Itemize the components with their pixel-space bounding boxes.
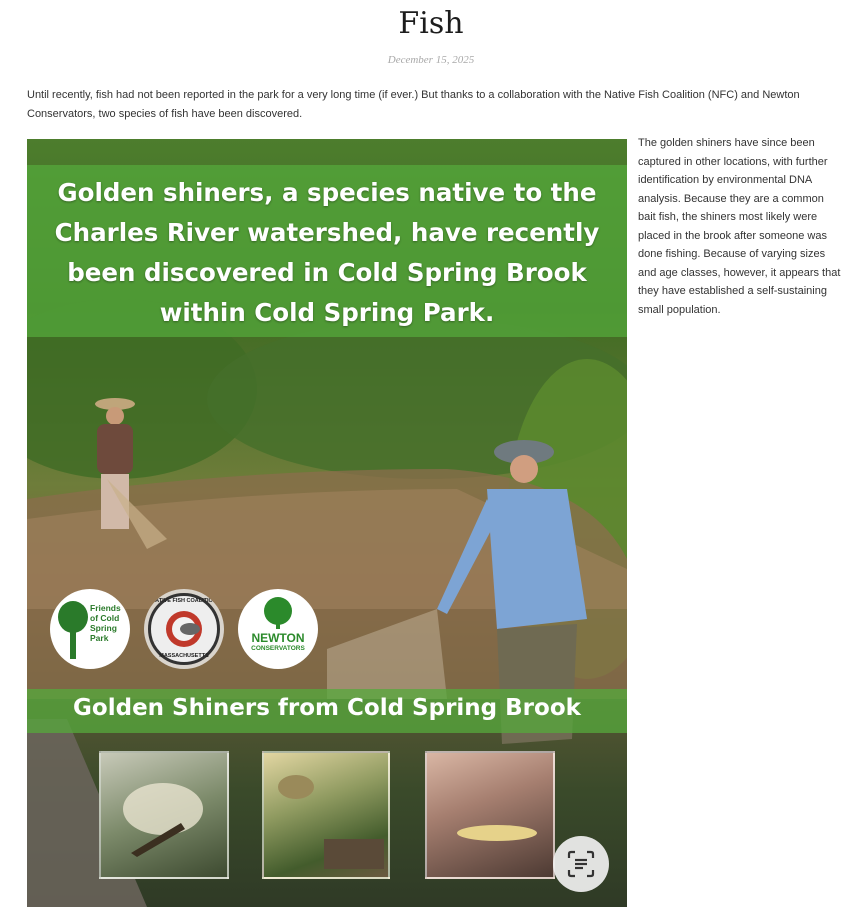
intro-paragraph: Until recently, fish had not been reported in the park for a very long time (if ever.) But thanks to a collaboration with the Native Fish Coalition (NFC) and Newton Conservators, two species of fish have been discovered. — [27, 89, 800, 120]
fish-photo-1 — [99, 751, 229, 879]
page-title: Fish — [398, 6, 464, 41]
fish-photo-3 — [425, 751, 555, 879]
native-fish-coalition-logo: NATIVE FISH COALITION MASSACHUSETTS — [144, 589, 224, 669]
visual-search-button[interactable] — [553, 836, 609, 892]
newton-conservators-logo: NEWTON CONSERVATORS — [238, 589, 318, 669]
fish-photo-2 — [262, 751, 390, 879]
side-paragraph: The golden shiners have since been captured in other locations, with further identification by environmental DNA analysis. Because they are a common bait fish, the shiners most likely were placed in the brook after someone was done fishing. Because of varying sizes and age classes, however, it appears that they have established a self-sustaining small population. — [638, 137, 841, 316]
post-date: December 15, 2025 — [387, 54, 475, 66]
friends-cold-spring-park-logo: Friends of Cold Spring Park — [50, 589, 130, 669]
poster-image — [27, 139, 627, 907]
poster-headline: Golden shiners, a species native to the Charles River watershed, have recently been discovered in Cold Spring Brook within Cold Spring Park. — [54, 178, 600, 327]
visual-search-icon — [566, 849, 596, 879]
poster-subhead: Golden Shiners from Cold Spring Brook — [73, 695, 581, 721]
